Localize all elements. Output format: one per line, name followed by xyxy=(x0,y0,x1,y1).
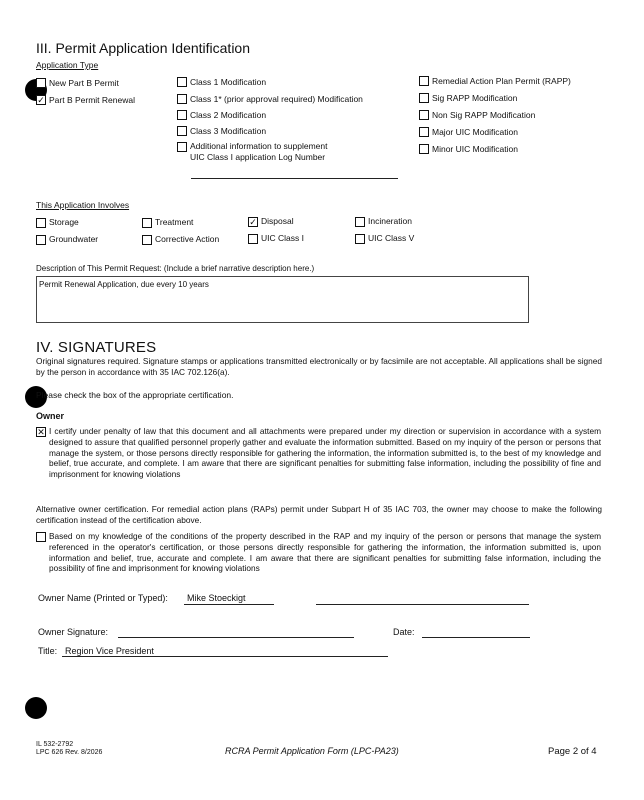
date-label: Date: xyxy=(393,627,415,637)
description-label: Description of This Permit Request: (Include a brief narrative description here.) xyxy=(36,264,315,273)
new-part-b-checkbox[interactable] xyxy=(36,78,46,88)
date-line[interactable] xyxy=(422,637,530,638)
owner-name-line-1 xyxy=(184,604,274,605)
corrective-action-checkbox[interactable] xyxy=(142,235,152,245)
owner-signature-line[interactable] xyxy=(118,637,354,638)
footer-page-number: Page 2 of 4 xyxy=(548,746,597,757)
uic-class-5-label: UIC Class V xyxy=(368,233,415,243)
non-sig-rapp-checkbox[interactable] xyxy=(419,110,429,120)
uic-class-5-checkbox[interactable] xyxy=(355,234,365,244)
class-2-label: Class 2 Modification xyxy=(190,110,267,120)
class-1-star-checkbox[interactable] xyxy=(177,94,187,104)
treatment-checkbox[interactable] xyxy=(142,218,152,228)
class-1-checkbox[interactable] xyxy=(177,77,187,87)
groundwater-label: Groundwater xyxy=(49,234,99,244)
incineration-checkbox[interactable] xyxy=(355,217,365,227)
corrective-action-label: Corrective Action xyxy=(155,234,220,244)
owner-heading: Owner xyxy=(36,411,65,421)
groundwater-checkbox[interactable] xyxy=(36,235,46,245)
section-4-title: IV. SIGNATURES xyxy=(36,339,157,356)
involves-label: This Application Involves xyxy=(36,200,130,210)
additional-info-label: Additional information to supplement xyxy=(190,141,328,151)
alternative-certification-text: Based on my knowledge of the conditions of the property described in the RAP and my inquiry of the person or persons that manage the system referenced in the operator's certification, or those persons directly responsible for gathering the information, the information submitted is, upon information and belief, true, accurate and complete. I am aware that there are significant penalties for submitting false information, including the possibility of fine and imprisonment for knowing violations xyxy=(49,531,601,574)
part-b-renewal-checkbox[interactable]: ✓ xyxy=(37,95,45,105)
additional-info-checkbox[interactable] xyxy=(177,142,187,152)
class-1-label: Class 1 Modification xyxy=(190,77,267,87)
title-line xyxy=(62,656,388,657)
owner-certification-checkbox[interactable]: ✕ xyxy=(37,427,45,437)
rapp-label: Remedial Action Plan Permit (RAPP) xyxy=(432,76,571,86)
additional-info-label-2: UIC Class I application Log Number xyxy=(190,152,326,162)
log-number-line[interactable] xyxy=(191,178,398,179)
major-uic-label: Major UIC Modification xyxy=(432,127,518,137)
alternative-certification-intro: Alternative owner certification. For remedial action plans (RAPs) permit under Subpart H of 35 IAC 703, the owner may choose to make the following certification instead of the certification above. xyxy=(36,504,602,525)
non-sig-rapp-label: Non Sig RAPP Modification xyxy=(432,110,536,120)
minor-uic-checkbox[interactable] xyxy=(419,144,429,154)
footer-form-name: RCRA Permit Application Form (LPC-PA23) xyxy=(225,746,399,756)
alternative-certification-checkbox[interactable] xyxy=(36,532,46,542)
footer-code-1: IL 532-2792 xyxy=(36,741,74,748)
incineration-label: Incineration xyxy=(368,216,412,226)
certification-instruction: Please check the box of the appropriate certification. xyxy=(36,390,234,400)
uic-class-1-label: UIC Class I xyxy=(261,233,304,243)
owner-name-line-2 xyxy=(316,604,529,605)
part-b-renewal-label: Part B Permit Renewal xyxy=(49,95,135,105)
uic-class-1-checkbox[interactable] xyxy=(248,234,258,244)
rapp-checkbox[interactable] xyxy=(419,76,429,86)
owner-certification-text: I certify under penalty of law that this document and all attachments were prepared under my direction or supervision in accordance with a system designed to assure that qualified personnel properly gather and evaluate the information submitted. Based on my inquiry of the person or persons that manage the system, or those persons directly responsible for gathering the information, the information submitted is, to the best of my knowledge and belief, true accurate, and complete. I am aware that there are significant penalties for submitting false information, including the possibility of fine and imprisonment for knowing violations xyxy=(49,426,601,480)
owner-name-value[interactable]: Mike Stoeckigt xyxy=(187,593,246,603)
new-part-b-label: New Part B Permit xyxy=(49,78,119,88)
class-3-checkbox[interactable] xyxy=(177,126,187,136)
minor-uic-label: Minor UIC Modification xyxy=(432,144,518,154)
sig-rapp-checkbox[interactable] xyxy=(419,93,429,103)
application-type-label: Application Type xyxy=(36,60,99,70)
disposal-checkbox[interactable]: ✓ xyxy=(249,217,257,227)
signatures-intro: Original signatures required. Signature stamps or applications transmitted electronically or by facsimile are not acceptable. All applications shall be signed by the person in accordance with 35 IAC 702.126(a). xyxy=(36,356,602,377)
footer-code-2: LPC 626 Rev. 8/2026 xyxy=(36,749,103,756)
section-3-title: III. Permit Application Identification xyxy=(36,40,250,56)
storage-checkbox[interactable] xyxy=(36,218,46,228)
description-value: Permit Renewal Application, due every 10 years xyxy=(39,280,209,289)
treatment-label: Treatment xyxy=(155,217,194,227)
sig-rapp-label: Sig RAPP Modification xyxy=(432,93,518,103)
description-textarea[interactable] xyxy=(36,276,529,323)
storage-label: Storage xyxy=(49,217,79,227)
title-label: Title: xyxy=(38,646,58,656)
owner-signature-label: Owner Signature: xyxy=(38,627,109,637)
class-1-star-label: Class 1* (prior approval required) Modification xyxy=(190,94,363,104)
class-3-label: Class 3 Modification xyxy=(190,126,267,136)
disposal-label: Disposal xyxy=(261,216,294,226)
class-2-checkbox[interactable] xyxy=(177,110,187,120)
title-value[interactable]: Region Vice President xyxy=(65,646,154,656)
punch-hole-bottom xyxy=(25,697,47,719)
owner-name-label: Owner Name (Printed or Typed): xyxy=(38,593,168,603)
major-uic-checkbox[interactable] xyxy=(419,127,429,137)
